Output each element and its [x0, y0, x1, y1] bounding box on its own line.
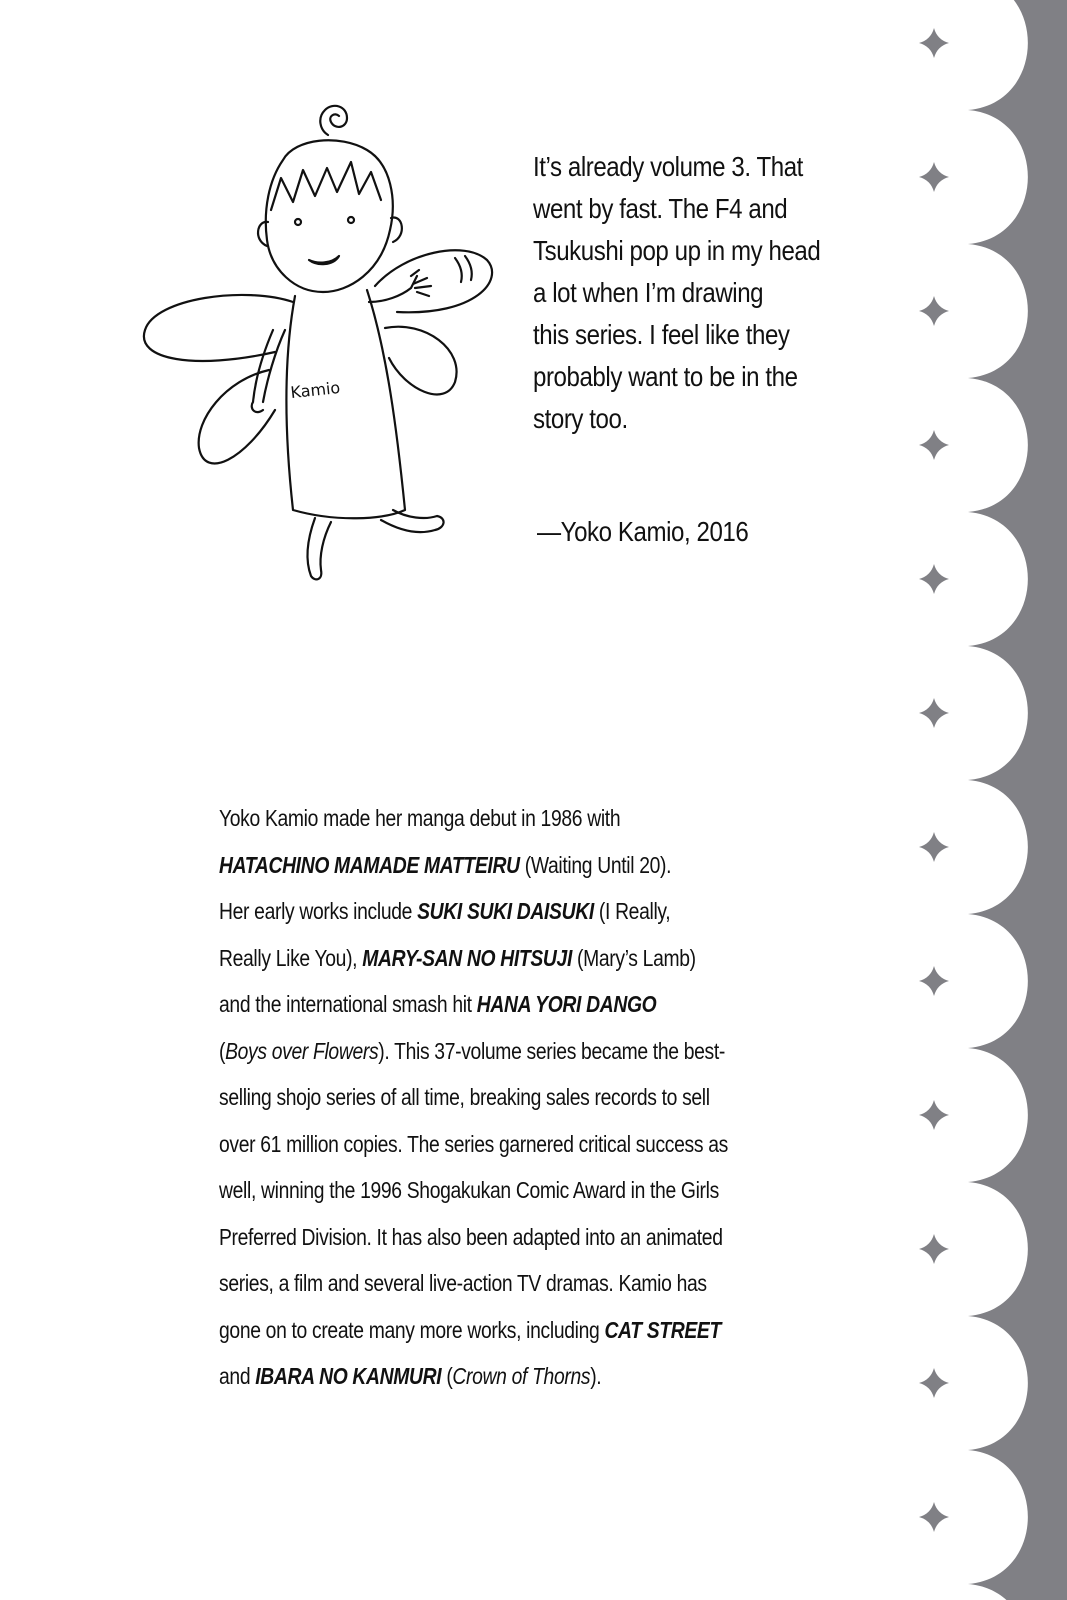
author-sketch: [135, 90, 495, 590]
bio-line: [219, 935, 790, 982]
quote-line: story too.: [533, 403, 628, 434]
bio-text: gone on to create many more works, including: [219, 1316, 605, 1343]
bio-text: (Waiting Until 20).: [519, 851, 672, 878]
bio-line: [219, 1167, 790, 1214]
work-title: IBARA NO KANMURI: [255, 1363, 442, 1389]
work-title: SUKI SUKI DAISUKI: [417, 898, 594, 924]
bio-line: [219, 1307, 790, 1354]
bio-text: (: [219, 1037, 226, 1064]
author-quote: [533, 146, 873, 440]
author-biography: [219, 795, 790, 1400]
quote-line: probably want to be in the: [533, 361, 798, 392]
bio-text: and the international smash hit: [219, 991, 477, 1017]
quote-line: It’s already volume 3. That: [533, 151, 803, 182]
bio-line: [219, 1074, 790, 1121]
left-upper-wing: [144, 295, 293, 361]
bio-text: well, winning the 1996 Shogakukan Comic Award in the Girls: [219, 1177, 719, 1203]
sparkle-icon: [919, 1368, 949, 1398]
bio-text: ).: [590, 1363, 602, 1389]
quote-line: Tsukushi pop up in my head: [533, 235, 821, 266]
bio-text: over 61 million copies. The series garnered critical success as: [219, 1130, 728, 1157]
shirt-label: Kamio: [289, 377, 342, 403]
bio-text: Really Like You),: [219, 944, 363, 971]
right-upper-wing: [375, 250, 492, 312]
dress: [286, 290, 405, 518]
bio-line: [219, 981, 790, 1028]
sparkle-icon: [919, 966, 949, 996]
sparkle-icon: [919, 162, 949, 192]
bio-text: (Mary’s Lamb): [571, 944, 696, 971]
bio-line: [219, 795, 790, 842]
bio-line: [219, 1353, 790, 1400]
sparkle-icon: [919, 28, 949, 58]
quote-line: a lot when I’m drawing: [533, 277, 764, 308]
sparkle-icon: [919, 296, 949, 326]
work-title-english: Boys over Flowers: [225, 1037, 379, 1064]
sparkle-icon: [919, 1234, 949, 1264]
bio-text: and: [219, 1363, 256, 1389]
work-title-english: Crown of Thorns: [452, 1363, 591, 1389]
bio-line: [219, 1121, 790, 1168]
work-title: HANA YORI DANGO: [476, 991, 657, 1017]
head: [266, 140, 393, 292]
sparkle-icon: [919, 832, 949, 862]
bio-line: [219, 1260, 790, 1307]
quote-line: went by fast. The F4 and: [533, 193, 788, 224]
work-title: MARY-SAN NO HITSUJI: [362, 944, 572, 971]
bio-line: [219, 888, 790, 935]
bio-text: series, a film and several live-action TV dramas. Kamio has: [219, 1270, 707, 1296]
bio-line: [219, 1214, 790, 1261]
bio-line: [219, 842, 790, 889]
sparkle-icon: [919, 1100, 949, 1130]
left-lower-wing: [199, 370, 275, 463]
bio-text: (I Really,: [593, 898, 671, 924]
sparkle-icon: [919, 1502, 949, 1532]
bio-text: Yoko Kamio made her manga debut in 1986 with: [219, 805, 621, 831]
bio-text: selling shojo series of all time, breaking sales records to sell: [219, 1084, 710, 1110]
bio-text: Her early works include: [219, 898, 418, 924]
sparkle-icon: [919, 430, 949, 460]
bio-text: Preferred Division. It has also been adapted into an animated: [219, 1223, 723, 1250]
work-title: CAT STREET: [604, 1316, 721, 1343]
bio-line: [219, 1028, 790, 1075]
right-lower-wing: [385, 327, 457, 395]
work-title: HATACHINO MAMADE MATTEIRU: [219, 851, 520, 878]
bio-text: ). This 37-volume series became the best-: [378, 1037, 725, 1064]
quote-line: this series. I feel like they: [533, 319, 790, 350]
quote-signature: —Yoko Kamio, 2016: [537, 516, 749, 547]
bio-text: (: [441, 1363, 453, 1389]
sparkle-icon: [919, 564, 949, 594]
hair-curl: [320, 106, 347, 135]
sparkle-icon: [919, 698, 949, 728]
